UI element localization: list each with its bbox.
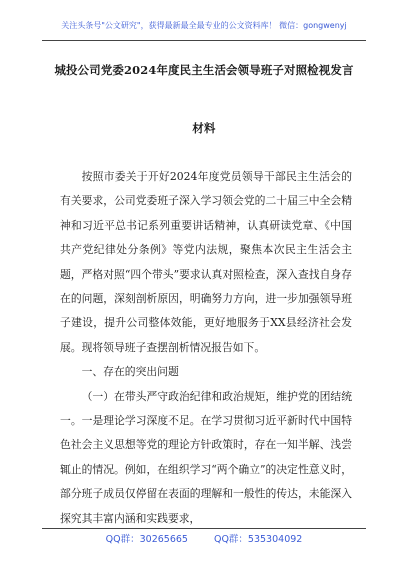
section-heading: 一、存在的突出问题 bbox=[81, 365, 179, 379]
document-title-continued: 材料 bbox=[192, 121, 216, 135]
document-body bbox=[60, 165, 352, 531]
qq-group-2: QQ群：535304092 bbox=[213, 534, 303, 545]
footer-contacts bbox=[0, 531, 408, 545]
footer-divider bbox=[42, 528, 366, 529]
header-divider bbox=[42, 40, 366, 41]
qq-group-1: QQ群：30265665 bbox=[105, 534, 188, 545]
subsection-paragraph: （一）在带头严守政治纪律和政治规矩，维护党的团结统一。一是理论学习深度不足。在学习贯彻习近平新时代中国特色社会主义思想等党的理论方针政策时，存在一知半解、浅尝辄止的情况。例如，在组织学习“两个确立”的决定性意义时，部分班子成员仅停留在表面的理解和一般性的传达，未能深入探究其丰富内涵和实践要求， bbox=[60, 389, 352, 525]
header-notice: 关注头条号"公文研究"，获得最新最全最专业的公文资料库！ 微信：gongwenyj bbox=[61, 21, 347, 30]
intro-paragraph: 按照市委关于开好2024年度党员领导干部民主生活会的有关要求，公司党委班子深入学习领会党的二十届三中全会精神和习近平总书记系列重要讲话精神，认真研读党章、《中国共产党纪律处分条例》等党内法规，聚焦本次民主生活会主题，严格对照“四个带头”要求认真对照检查，深入查找自身存在的问题，深刻剖析原因，明确努力方向，进一步加强领导班子建设，提升公司整体效能，更好地服务于XX县经济社会发展。现将领导班子查摆剖析情况报告如下。 bbox=[60, 170, 352, 354]
document-title: 城投公司党委2024年度民主生活会领导班子对照检视发言 bbox=[54, 63, 354, 77]
